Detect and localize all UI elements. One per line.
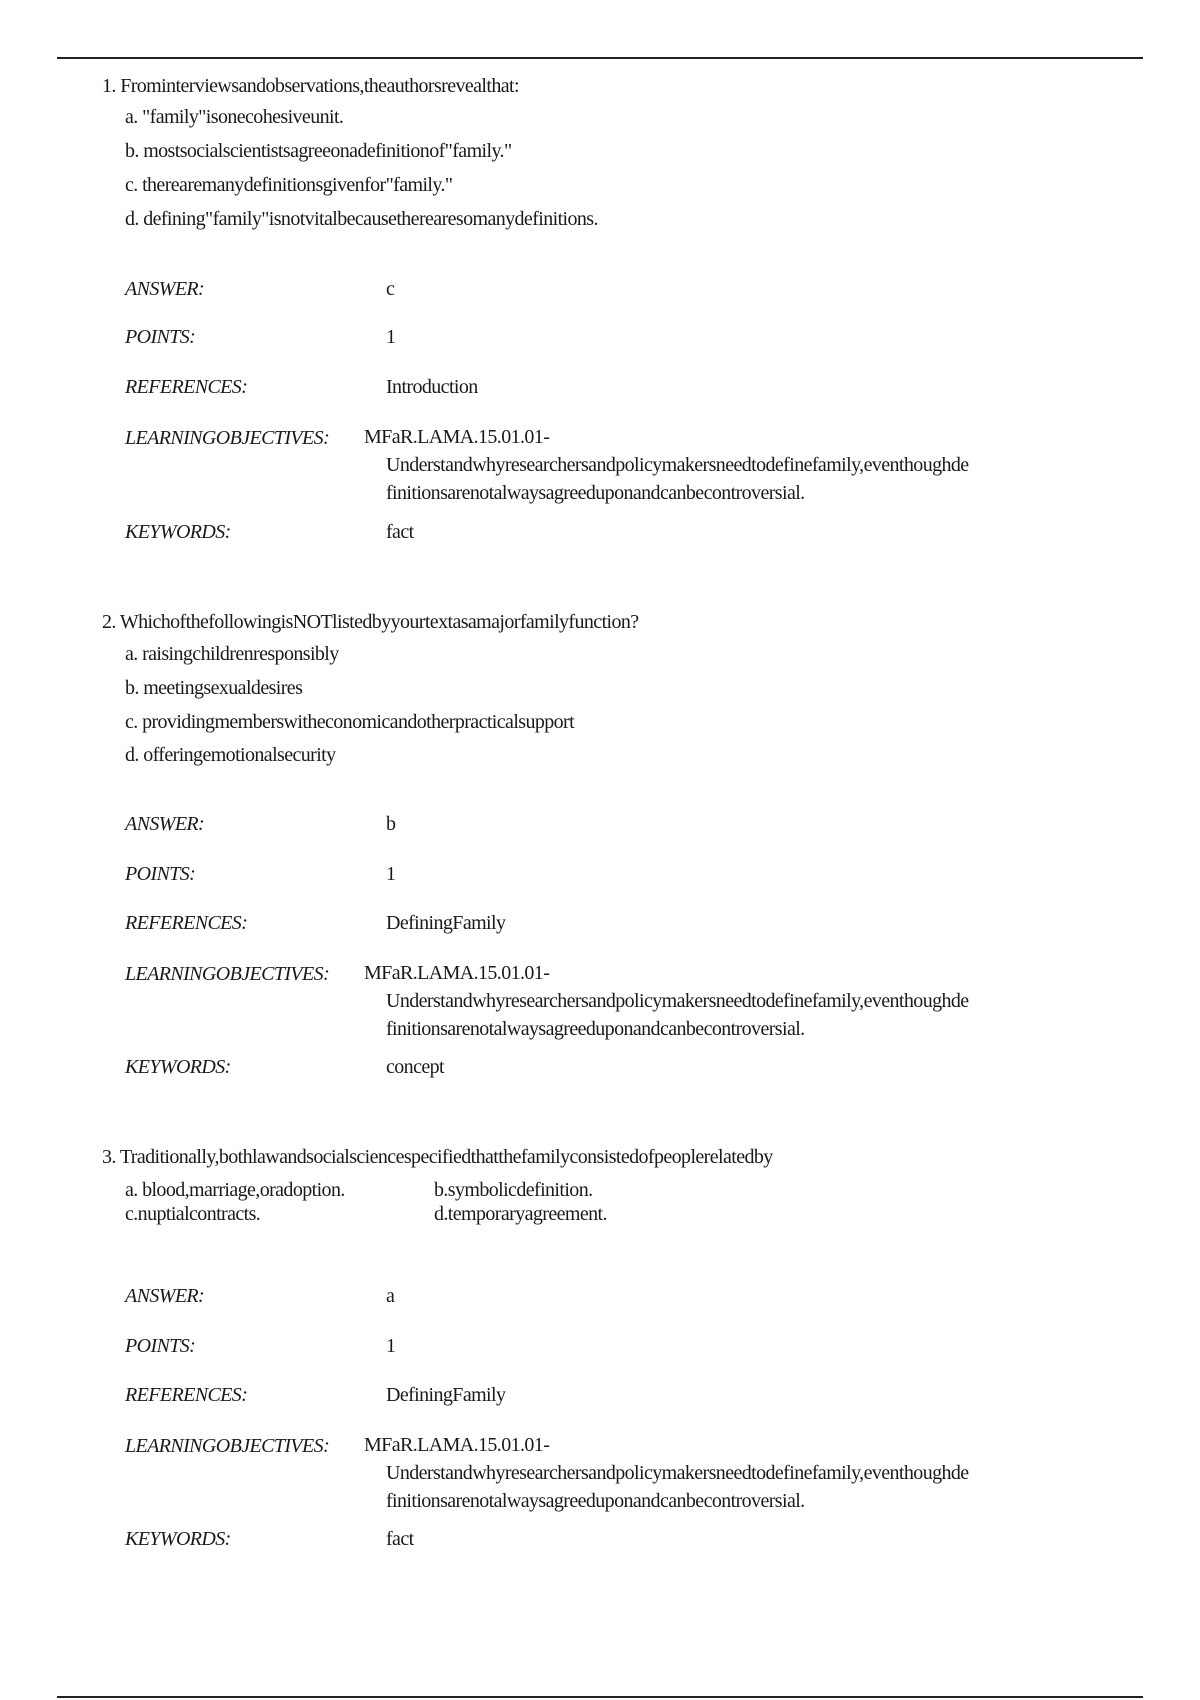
references-label: REFERENCES:	[125, 1384, 248, 1406]
option-d: d.temporaryagreement.	[434, 1203, 607, 1225]
answer-label: ANSWER:	[125, 813, 205, 835]
references-label: REFERENCES:	[125, 376, 248, 398]
points-value: 1	[386, 326, 396, 348]
learning-objective-value	[364, 423, 1124, 507]
option-a: a. "family"isonecohesiveunit.	[125, 106, 344, 128]
learning-objective-text: Understandwhyresearchersandpolicymakersneedtodefinefamily,eventhoughde	[386, 990, 969, 1012]
points-label: POINTS:	[125, 863, 196, 885]
keywords-value: concept	[386, 1056, 444, 1078]
bottom-divider	[57, 1696, 1143, 1698]
option-a: a. blood,marriage,oradoption.	[125, 1179, 345, 1201]
learning-objective-text-cont: finitionsarenotalwaysagreeduponandcanbecontroversial.	[386, 482, 805, 504]
learning-objective-text-cont: finitionsarenotalwaysagreeduponandcanbecontroversial.	[386, 1018, 805, 1040]
option-a: a. raisingchildrenresponsibly	[125, 643, 339, 665]
keywords-value: fact	[386, 521, 414, 543]
keywords-label: KEYWORDS:	[125, 521, 231, 543]
learning-objective-text: Understandwhyresearchersandpolicymakersneedtodefinefamily,eventhoughde	[386, 454, 969, 476]
points-label: POINTS:	[125, 326, 196, 348]
points-value: 1	[386, 1335, 396, 1357]
learning-objective-text-cont: finitionsarenotalwaysagreeduponandcanbecontroversial.	[386, 1490, 805, 1512]
option-d: d. offeringemotionalsecurity	[125, 744, 336, 766]
option-c: c. providingmemberswitheconomicandotherpracticalsupport	[125, 711, 575, 733]
learning-objectives-label: LEARNINGOBJECTIVES:	[125, 963, 330, 985]
learning-objective-code: MFaR.LAMA.15.01.01-	[364, 426, 550, 448]
learning-objective-code: MFaR.LAMA.15.01.01-	[364, 1434, 550, 1456]
learning-objective-text: Understandwhyresearchersandpolicymakersneedtodefinefamily,eventhoughde	[386, 1462, 969, 1484]
learning-objective-value	[364, 1431, 1124, 1515]
learning-objectives-label: LEARNINGOBJECTIVES:	[125, 1435, 330, 1457]
question-stem: 2. WhichofthefollowingisNOTlistedbyyourtextasamajorfamilyfunction?	[102, 611, 639, 633]
references-value: DefiningFamily	[386, 1384, 506, 1406]
option-b: b.symbolicdefinition.	[434, 1179, 593, 1201]
keywords-label: KEYWORDS:	[125, 1528, 231, 1550]
option-b: b. mostsocialscientistsagreeonadefinitionof"family."	[125, 140, 512, 162]
keywords-value: fact	[386, 1528, 414, 1550]
answer-label: ANSWER:	[125, 278, 205, 300]
points-label: POINTS:	[125, 1335, 196, 1357]
learning-objectives-label: LEARNINGOBJECTIVES:	[125, 427, 330, 449]
answer-label: ANSWER:	[125, 1285, 205, 1307]
answer-value: c	[386, 278, 395, 300]
top-divider	[57, 57, 1143, 59]
option-b: b. meetingsexualdesires	[125, 677, 303, 699]
answer-value: a	[386, 1285, 395, 1307]
question-stem: 3. Traditionally,bothlawandsocialsciencespecifiedthatthefamilyconsistedofpeoplerelatedby	[102, 1146, 773, 1168]
option-d: d. defining"family"isnotvitalbecausetherearesomanydefinitions.	[125, 208, 598, 230]
question-stem: 1. Frominterviewsandobservations,theauthorsrevealthat:	[102, 75, 519, 97]
references-value: DefiningFamily	[386, 912, 506, 934]
points-value: 1	[386, 863, 396, 885]
option-c: c. therearemanydefinitionsgivenfor"family."	[125, 174, 453, 196]
references-value: Introduction	[386, 376, 478, 398]
answer-value: b	[386, 813, 396, 835]
learning-objective-code: MFaR.LAMA.15.01.01-	[364, 962, 550, 984]
references-label: REFERENCES:	[125, 912, 248, 934]
learning-objective-value	[364, 959, 1124, 1043]
keywords-label: KEYWORDS:	[125, 1056, 231, 1078]
option-c: c.nuptialcontracts.	[125, 1203, 261, 1225]
